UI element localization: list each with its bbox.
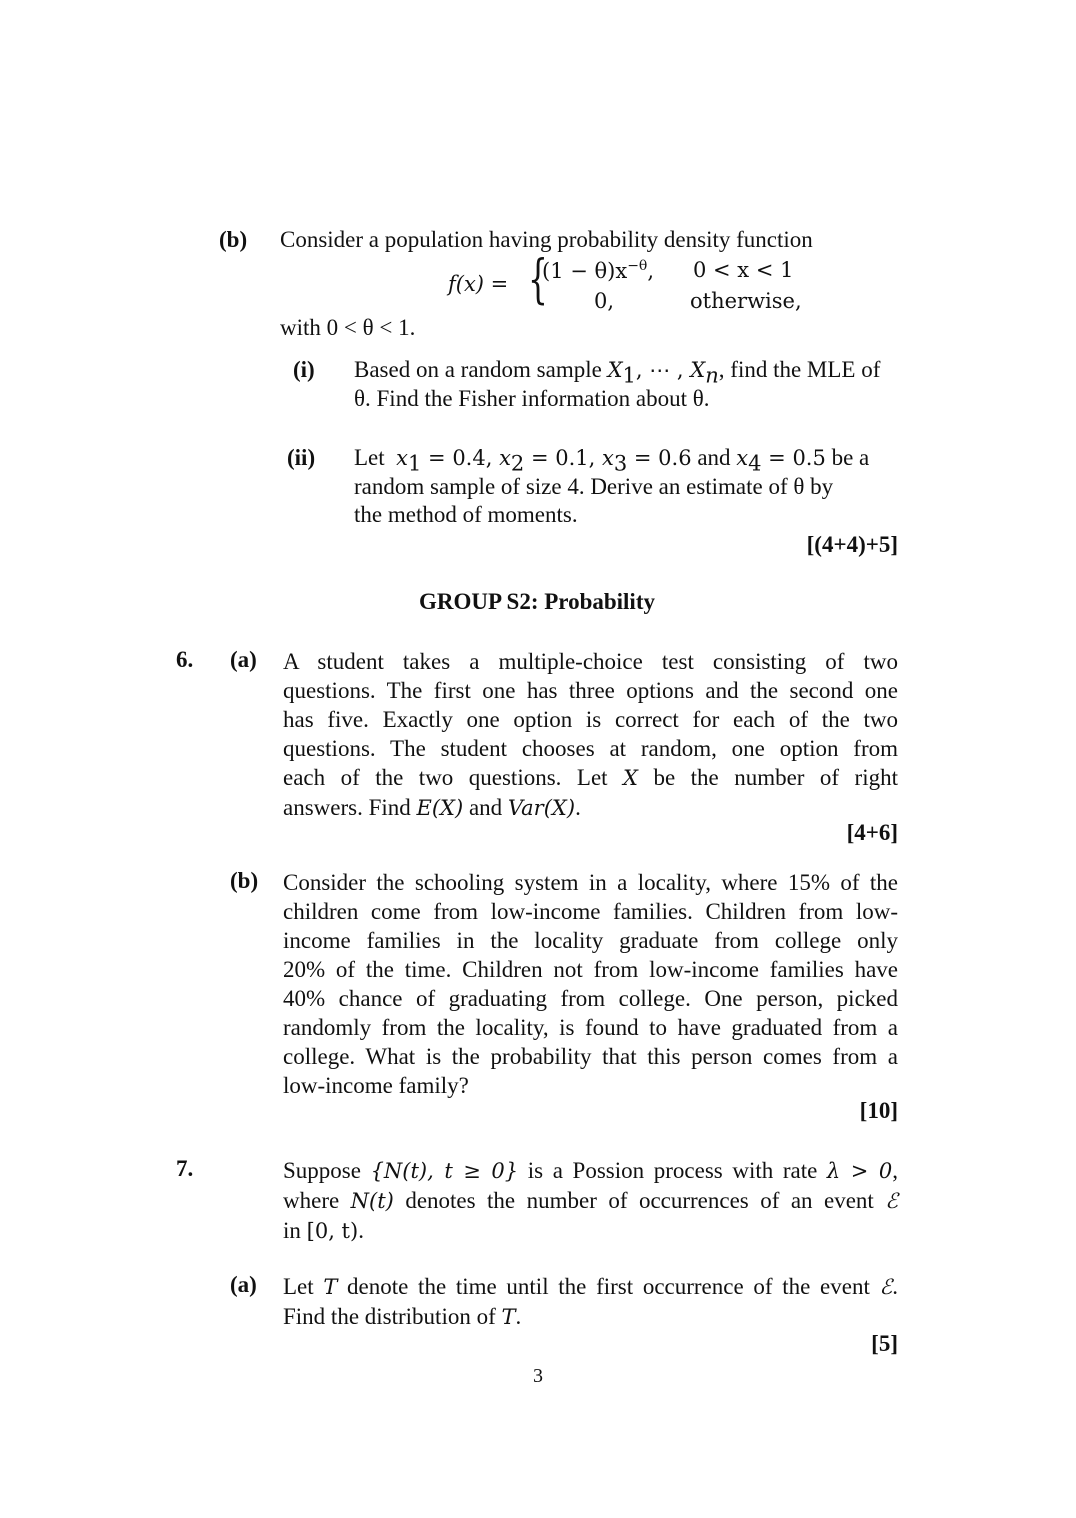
q5b-ii-line1: Let $x_1 = 0.4$, $x_2 = 0.1$, $x_3 = 0.6$ and $x_4 = 0.5$ be a bbox=[354, 445, 870, 476]
q5b-ii-label: (ii) bbox=[287, 445, 316, 470]
q7-line: where N(t) denotes the number of occurrences of an event ℰ bbox=[283, 1188, 899, 1213]
q6a-line: has five. Exactly one option is correct for each of the two bbox=[283, 707, 898, 732]
q6-number: 6. bbox=[176, 647, 194, 672]
q7-line: Suppose {N(t), t ≥ 0} is a Possion process with rate λ > 0, bbox=[283, 1158, 898, 1183]
q6b-line: randomly from the locality, is found to have graduated from a bbox=[283, 1015, 898, 1040]
q6a-line: each of the two questions. Let X be the number of right bbox=[283, 765, 898, 790]
q7-number: 7. bbox=[176, 1156, 194, 1181]
q6a-marks: [4+6] bbox=[846, 820, 898, 845]
q7a-marks: [5] bbox=[871, 1331, 898, 1356]
q6b-label: (b) bbox=[230, 868, 259, 893]
q7a-line: Find the distribution of T. bbox=[283, 1304, 522, 1329]
q7a-line: Let T denote the time until the first occurrence of the event ℰ. bbox=[283, 1274, 898, 1299]
q5b-ii-line3: the method of moments. bbox=[354, 502, 578, 527]
q6a-line: questions. The first one has three options and the second one bbox=[283, 678, 898, 703]
q6a-line: questions. The student chooses at random, one option from bbox=[283, 736, 898, 761]
q6b-marks: [10] bbox=[859, 1098, 898, 1123]
q7-line: in [0, t). bbox=[283, 1218, 364, 1243]
q5b-label: (b) bbox=[219, 227, 248, 252]
q6b-line: low-income family? bbox=[283, 1073, 469, 1098]
q5b-i-line2: θ. Find the Fisher information about θ. bbox=[354, 386, 710, 411]
q5b-marks: [(4+4)+5] bbox=[806, 532, 898, 557]
group-title: GROUP S2: Probability bbox=[419, 589, 655, 614]
q6a-label: (a) bbox=[230, 647, 257, 672]
q6b-line: college. What is the probability that this person comes from a bbox=[283, 1044, 898, 1069]
pdf-case1-cond: 0 < x < 1 bbox=[693, 258, 794, 282]
q6a-line: answers. Find E(X) and Var(X). bbox=[283, 795, 581, 820]
pdf-case2-cond: otherwise, bbox=[690, 289, 802, 313]
q6b-line: income families in the locality graduate from college only bbox=[283, 928, 898, 953]
pdf-case1-expr: $(1 - \theta)x^{-\theta}$, bbox=[542, 258, 655, 283]
q6b-line: Consider the schooling system in a locality, where 15% of the bbox=[283, 870, 898, 895]
q5b-ii-line2: random sample of size 4. Derive an estimate of θ by bbox=[354, 474, 834, 499]
q7a-label: (a) bbox=[230, 1272, 257, 1297]
q5b-intro: Consider a population having probability density function bbox=[280, 227, 813, 252]
q6b-text bbox=[283, 868, 898, 1100]
q6b-line: children come from low-income families. Children from low- bbox=[283, 899, 898, 924]
page-number: 3 bbox=[533, 1365, 543, 1387]
q6b-line: 40% chance of graduating from college. One person, picked bbox=[283, 986, 898, 1011]
q6a-line: A student takes a multiple-choice test consisting of two bbox=[283, 649, 898, 674]
pdf-brace: { bbox=[528, 250, 548, 310]
q7a-text bbox=[283, 1272, 898, 1332]
q7-text bbox=[283, 1156, 898, 1246]
q5b-i-line1: Based on a random sample $X_1$, ⋯ , $X_n$, find the MLE of bbox=[354, 357, 881, 388]
q6b-line: 20% of the time. Children not from low-income families have bbox=[283, 957, 898, 982]
q5b-i-label: (i) bbox=[293, 357, 315, 382]
q5b-with: with 0 < θ < 1. bbox=[280, 315, 416, 340]
pdf-case2-expr: 0, bbox=[594, 289, 615, 313]
q6a-text bbox=[283, 647, 898, 823]
pdf-lhs: f(x) = bbox=[448, 272, 509, 296]
